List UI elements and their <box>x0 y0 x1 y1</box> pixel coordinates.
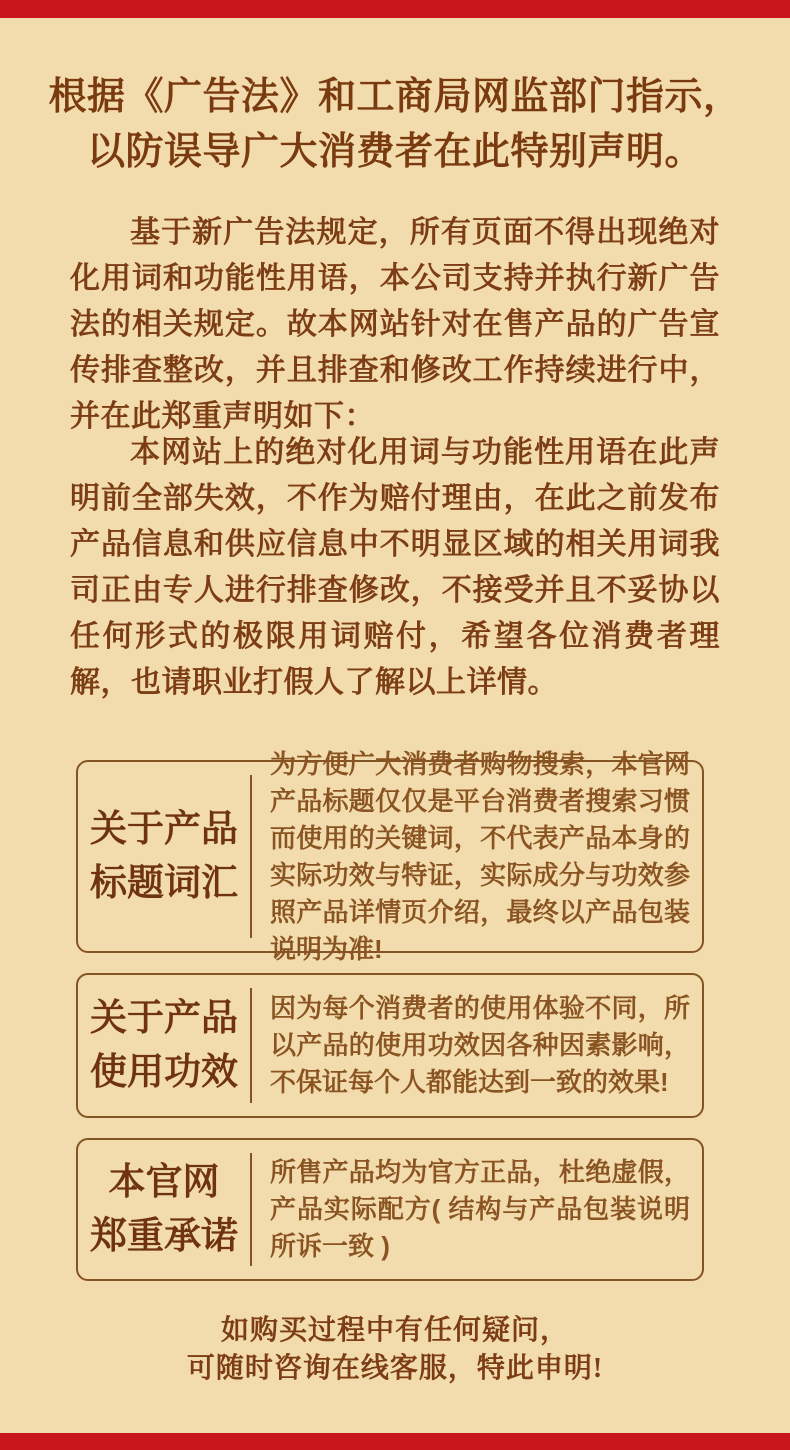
footer-line-1: 如购买过程中有任何疑问， <box>220 1315 569 1346</box>
notice-body-product-title: 为方便广大消费者购物搜索，本官网产品标题仅仅是平台消费者搜索习惯而使用的关键词，不代表产品本身的实际功效与特证，实际成分与功效参照产品详情页介绍，最终以产品包装说明为准! <box>270 748 690 964</box>
notice-body-official-promise: 所售产品均为官方正品，杜绝虚假，产品实际配方( 结构与产品包装说明所诉一致 ) <box>270 1157 690 1261</box>
statement-paragraph-1: 基于新广告法规定，所有页面不得出现绝对化用词和功能性用语，本公司支持并执行新广告法的相关规定。故本网站针对在售产品的广告宣传排查整改，并且排查和修改工作持续进行中，并在此郑重声明如下： <box>70 216 720 433</box>
notice-box-product-title <box>76 748 704 964</box>
page-title <box>0 70 790 180</box>
statement-paragraph-2: 本网站上的绝对化用词与功能性用语在此声明前全部失效，不作为赔付理由，在此之前发布产品信息和供应信息中不明显区域的相关用词我司正由专人进行排查修改，不接受并且不妥协以任何形式的极限用词赔付，希望各位消费者理解，也请职业打假人了解以上详情。 <box>70 436 720 699</box>
notice-label-line-2: 使用功效 <box>90 1051 238 1093</box>
notice-label-line-2: 郑重承诺 <box>90 1215 238 1257</box>
footer-note <box>0 1312 790 1388</box>
notice-body-product-effect: 因为每个消费者的使用体验不同，所以产品的使用功效因各种因素影响，不保证每个人都能达到一致的效果! <box>270 993 690 1097</box>
notice-box-list <box>76 748 704 1281</box>
notice-label-official-promise <box>78 1140 250 1279</box>
footer-line-2: 可随时咨询在线客服，特此申明! <box>186 1353 604 1384</box>
bottom-red-bar <box>0 1433 790 1450</box>
notice-box-product-effect <box>76 973 704 1118</box>
title-line-1: 根据《广告法》和工商局网监部门指示， <box>48 76 742 118</box>
notice-label-line-1: 关于产品 <box>90 997 238 1039</box>
notice-label-product-effect <box>78 975 250 1116</box>
top-red-bar <box>0 0 790 18</box>
notice-label-line-1: 本官网 <box>108 1161 220 1203</box>
title-line-2: 以防误导广大消费者在此特别声明。 <box>86 131 703 173</box>
notice-label-product-title <box>78 762 250 951</box>
notice-box-official-promise <box>76 1138 704 1281</box>
notice-label-line-2: 标题词汇 <box>90 862 238 904</box>
notice-label-line-1: 关于产品 <box>90 808 238 850</box>
